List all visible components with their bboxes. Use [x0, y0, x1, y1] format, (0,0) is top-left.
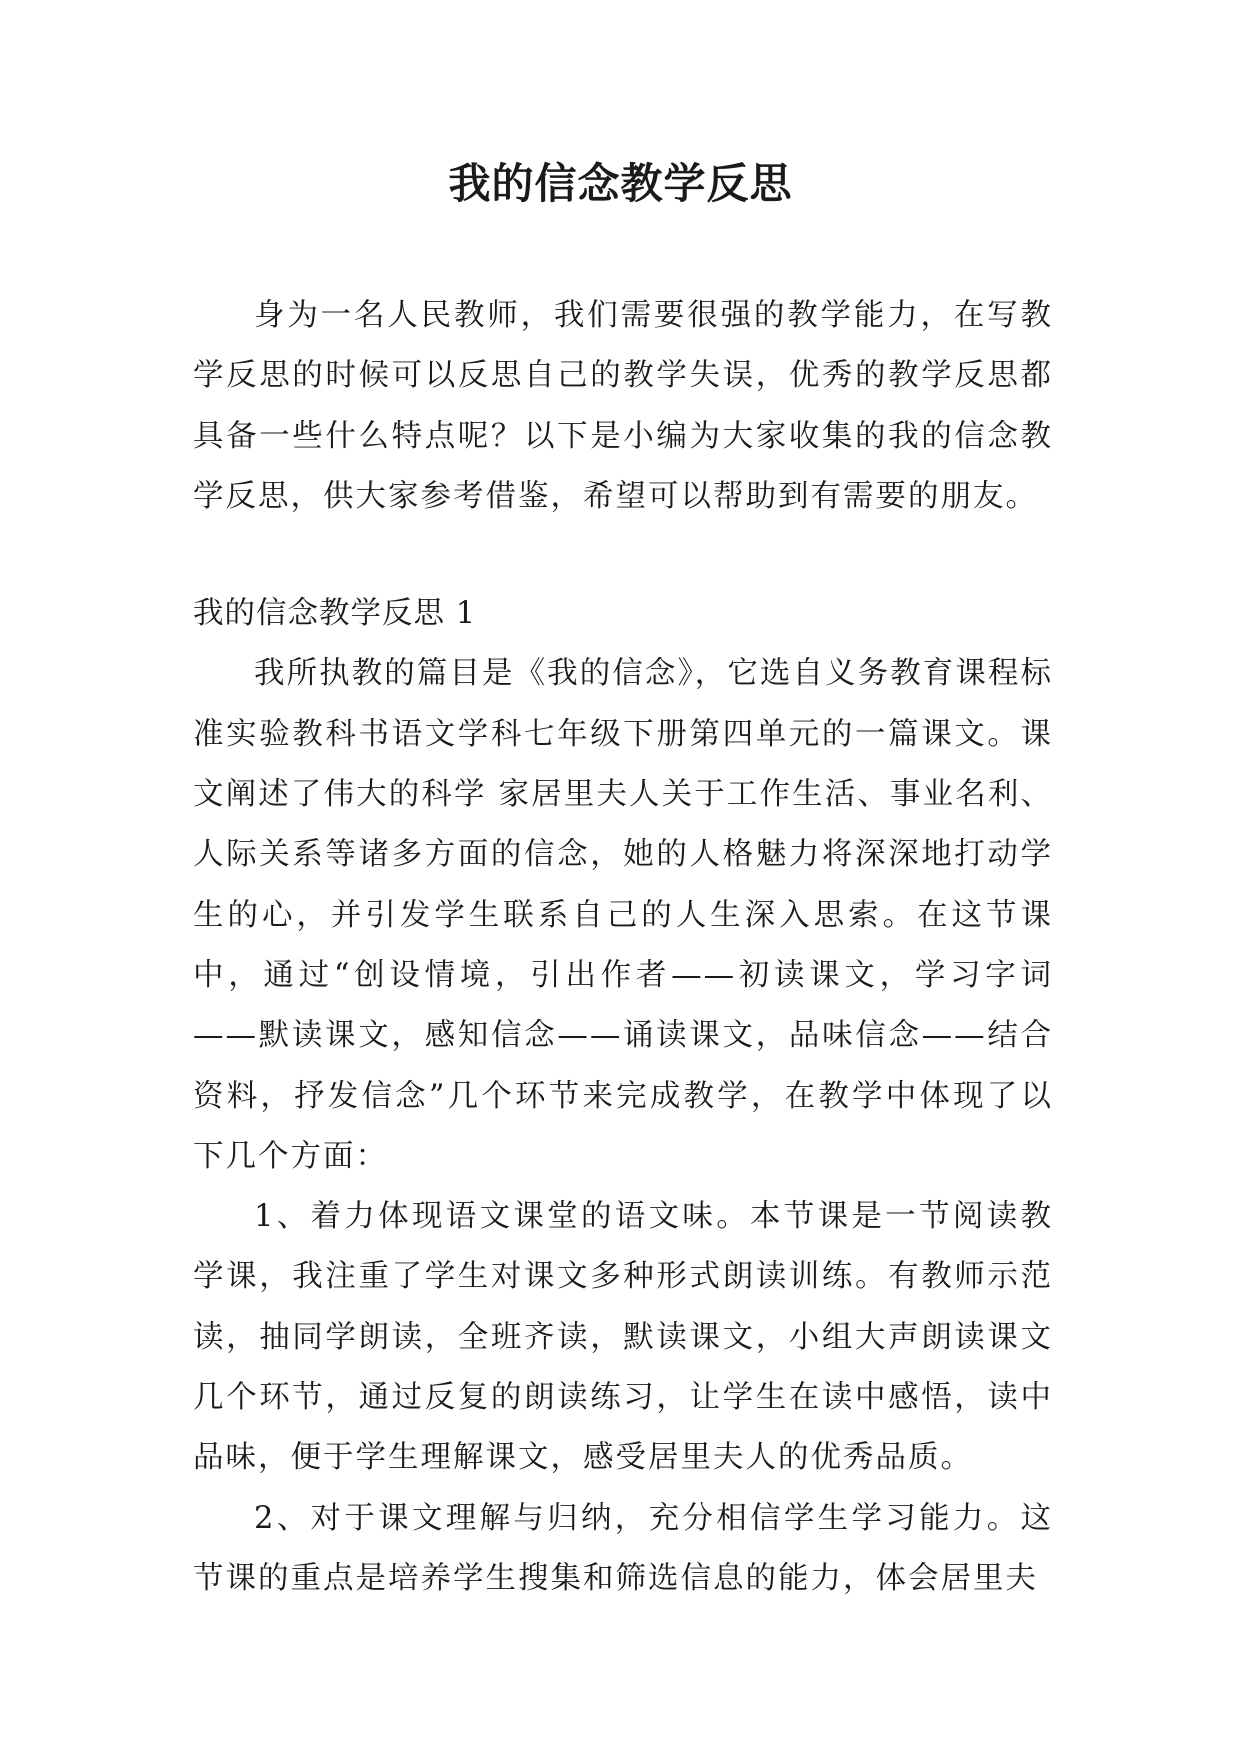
document-body	[193, 286, 1053, 1609]
intro-paragraph: 身为一名人民教师，我们需要很强的教学能力，在写教学反思的时候可以反思自己的教学失误，优秀的教学反思都具备一些什么特点呢？以下是小编为大家收集的我的信念教学反思，供大家参考借鉴，希望可以帮助到有需要的朋友。	[193, 298, 1053, 514]
body-paragraph: 2、对于课文理解与归纳，充分相信学生学习能力。这节课的重点是培养学生搜集和筛选信息的能力，体会居里夫	[193, 1500, 1053, 1596]
body-paragraph: 我所执教的篇目是《我的信念》，它选自义务教育课程标准实验教科书语文学科七年级下册第四单元的一篇课文。课文阐述了伟大的科学 家居里夫人关于工作生活、事业名利、人际关系等诸多方面的信念，她的人格魅力将深深地打动学生的心，并引发学生联系自己的人生深入思索。在这节课中，通过“创设情境，引出作者——初读课文，学习字词——默读课文，感知信念——诵读课文，品味信念——结合资料，抒发信念”几个环节来完成教学，在教学中体现了以下几个方面：	[193, 656, 1053, 1174]
section-heading: 我的信念教学反思 1	[193, 596, 477, 632]
document-title: 我的信念教学反思	[448, 159, 793, 208]
body-paragraph: 1、着力体现语文课堂的语文味。本节课是一节阅读教学课，我注重了学生对课文多种形式朗读训练。有教师示范读，抽同学朗读，全班齐读，默读课文，小组大声朗读课文几个环节，通过反复的朗读练习，让学生在读中感悟，读中品味，便于学生理解课文，感受居里夫人的优秀品质。	[193, 1199, 1053, 1476]
